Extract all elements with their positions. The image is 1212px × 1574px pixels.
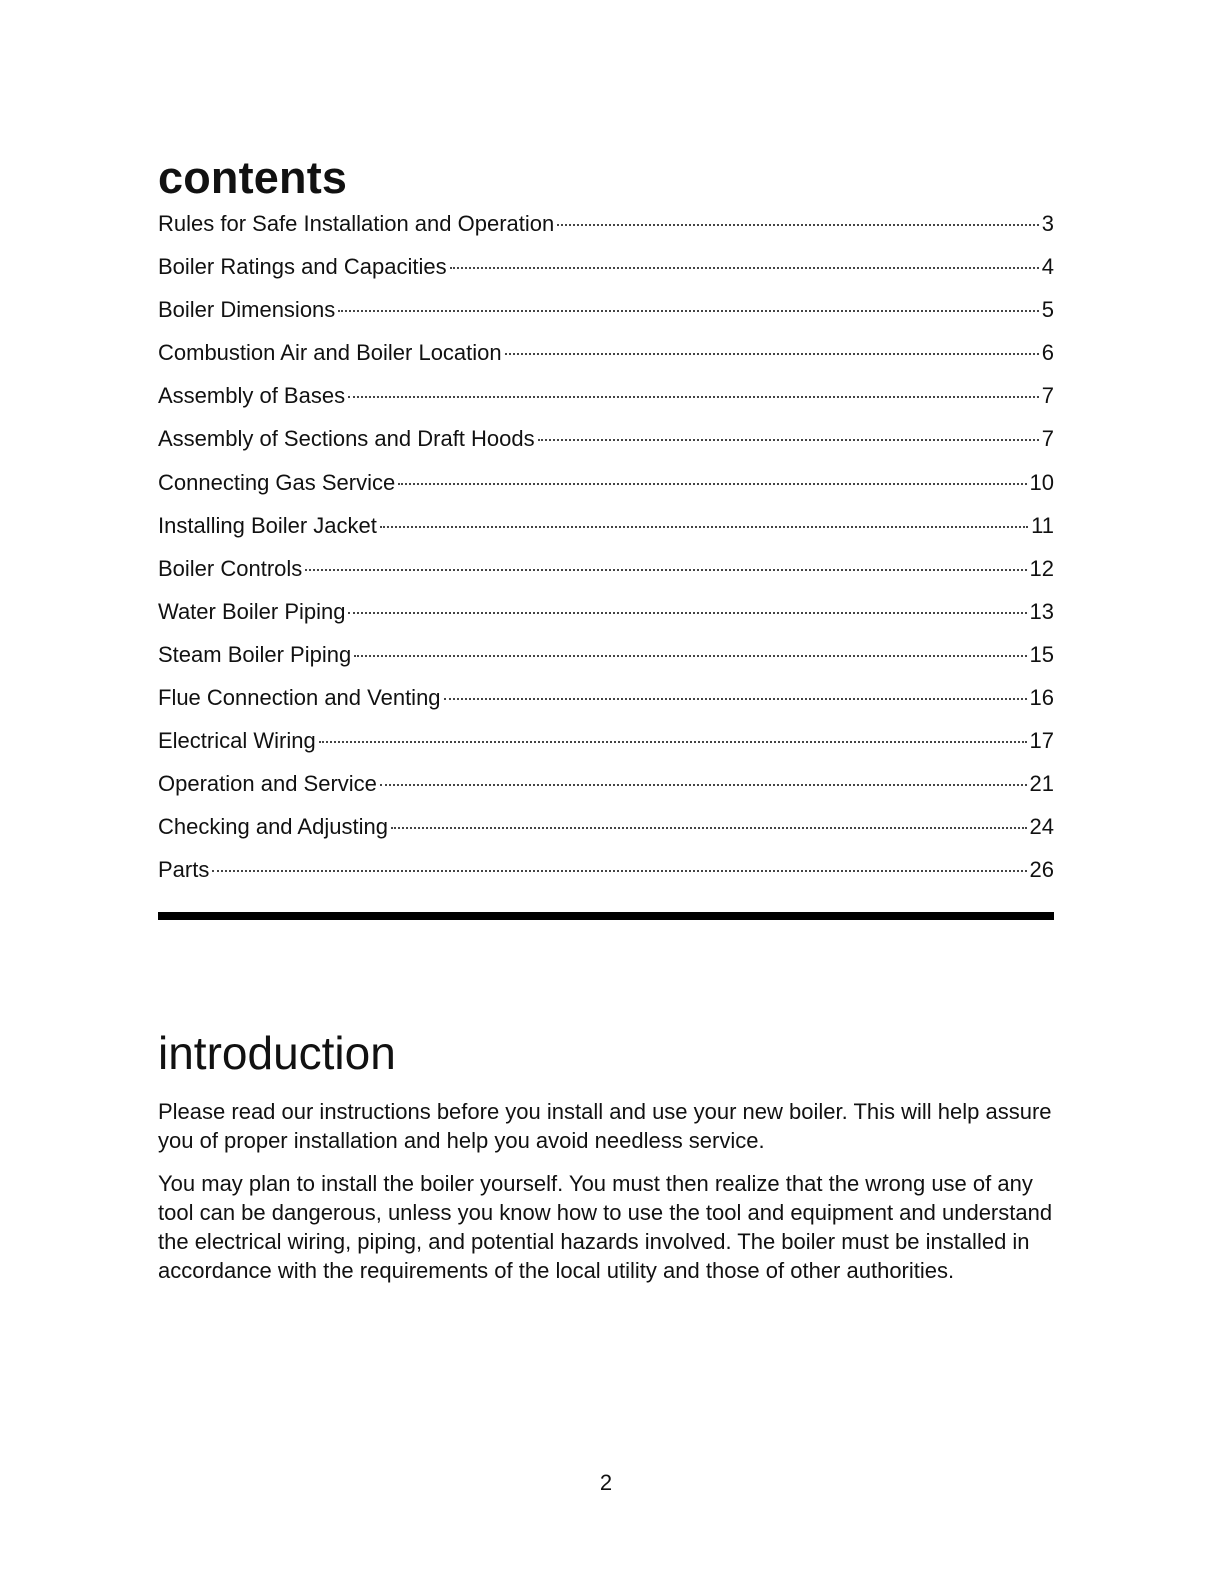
toc-entry — [158, 636, 1054, 679]
toc-entry-page: 12 — [1029, 555, 1054, 581]
toc-entry-page: 15 — [1029, 641, 1054, 667]
toc-entry-label: Boiler Ratings and Capacities — [158, 254, 447, 280]
toc-entry — [158, 205, 1054, 248]
section-divider — [158, 912, 1054, 920]
table-of-contents — [158, 205, 1054, 895]
toc-entry — [158, 722, 1054, 765]
dot-leader — [398, 483, 1026, 485]
toc-entry-page: 7 — [1041, 383, 1054, 409]
dot-leader — [538, 439, 1039, 441]
toc-entry-page: 21 — [1029, 771, 1054, 797]
toc-entry-label: Boiler Controls — [158, 555, 303, 581]
toc-entry-label: Assembly of Bases — [158, 383, 346, 409]
toc-entry-label: Checking and Adjusting — [158, 814, 388, 840]
toc-entry — [158, 464, 1054, 507]
contents-heading: contents — [158, 152, 348, 203]
toc-entry-page: 7 — [1041, 426, 1054, 452]
introduction-paragraph: You may plan to install the boiler yourself. You must then realize that the wrong use of any tool can be dangerous, unless you know how to use the tool and equipment and understand the electrical wiring, piping, and potential hazards involved. The boiler must be installed in accordance with the requirements of the local utility and those of other authorities. — [158, 1171, 1053, 1283]
introduction-heading: introduction — [158, 1027, 396, 1079]
toc-entry-page: 24 — [1029, 814, 1054, 840]
toc-entry-label: Boiler Dimensions — [158, 297, 336, 323]
dot-leader — [505, 353, 1039, 355]
document-page — [158, 0, 1054, 1574]
dot-leader — [450, 267, 1039, 269]
toc-entry — [158, 679, 1054, 722]
toc-entry-page: 4 — [1041, 254, 1054, 280]
toc-entry-label: Installing Boiler Jacket — [158, 512, 377, 538]
toc-entry-page: 16 — [1029, 685, 1054, 711]
toc-entry — [158, 377, 1054, 420]
toc-entry — [158, 420, 1054, 463]
toc-entry — [158, 248, 1054, 291]
dot-leader — [391, 827, 1027, 829]
toc-entry-label: Rules for Safe Installation and Operation — [158, 211, 555, 236]
toc-entry — [158, 808, 1054, 851]
introduction-paragraph: Please read our instructions before you install and use your new boiler. This will help assure you of proper installation and help you avoid needless service. — [158, 1099, 1052, 1153]
dot-leader — [444, 698, 1027, 700]
dot-leader — [338, 310, 1038, 312]
toc-entry-label: Parts — [158, 857, 210, 883]
toc-entry-page: 26 — [1029, 857, 1054, 883]
toc-entry-label: Operation and Service — [158, 771, 377, 797]
dot-leader — [380, 526, 1028, 528]
dot-leader — [212, 870, 1026, 872]
dot-leader — [380, 784, 1027, 786]
page-number: 2 — [599, 1470, 613, 1495]
toc-entry-page: 11 — [1031, 512, 1054, 538]
introduction-body — [158, 1097, 1058, 1299]
dot-leader — [305, 569, 1026, 571]
toc-entry-page: 5 — [1041, 297, 1054, 323]
toc-entry — [158, 507, 1054, 550]
toc-entry-label: Electrical Wiring — [158, 728, 316, 754]
toc-entry — [158, 334, 1054, 377]
toc-entry-label: Assembly of Sections and Draft Hoods — [158, 426, 535, 452]
toc-entry-page: 10 — [1029, 469, 1054, 495]
toc-entry — [158, 291, 1054, 334]
toc-entry-label: Water Boiler Piping — [158, 598, 346, 624]
dot-leader — [557, 224, 1039, 226]
dot-leader — [348, 612, 1026, 614]
toc-entry-label: Flue Connection and Venting — [158, 685, 441, 711]
toc-entry — [158, 765, 1054, 808]
toc-entry-page: 3 — [1041, 211, 1054, 236]
dot-leader — [354, 655, 1026, 657]
dot-leader — [348, 396, 1039, 398]
toc-entry-page: 13 — [1029, 598, 1054, 624]
toc-entry-label: Connecting Gas Service — [158, 469, 396, 495]
dot-leader — [319, 741, 1027, 743]
toc-entry-page: 6 — [1041, 340, 1054, 366]
toc-entry — [158, 593, 1054, 636]
toc-entry-label: Combustion Air and Boiler Location — [158, 340, 502, 366]
toc-entry — [158, 550, 1054, 593]
toc-entry-page: 17 — [1029, 728, 1054, 754]
toc-entry-label: Steam Boiler Piping — [158, 641, 352, 667]
toc-entry — [158, 851, 1054, 894]
